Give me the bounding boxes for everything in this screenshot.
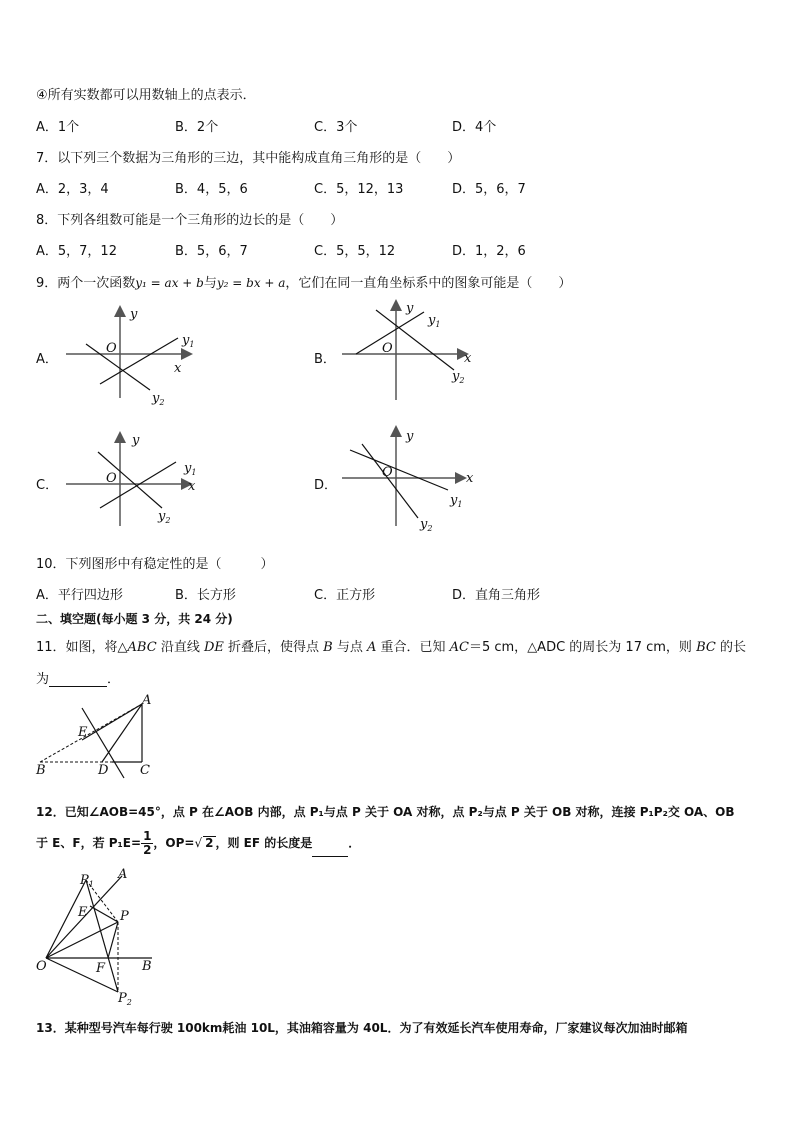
q7-stem: 7．以下列三个数据为三角形的三边，其中能构成直角三角形的是（ ） — [36, 151, 461, 166]
q6-option-d[interactable]: D．4个 — [452, 120, 497, 135]
y-axis-label: y — [132, 433, 140, 448]
y1-label: $y_1$ — [450, 493, 463, 509]
segment-fp — [108, 922, 118, 958]
point-a-label: A — [142, 694, 152, 708]
q9-option-d-label[interactable]: D． — [314, 478, 338, 493]
q9-stem-prefix: 9．两个一次函数 — [36, 276, 136, 291]
q9-graph-a[interactable] — [60, 300, 220, 416]
q9-graph-d[interactable] — [336, 422, 496, 542]
q9-option-c-label[interactable]: C． — [36, 478, 59, 493]
y1-label: $y_1$ — [184, 461, 197, 477]
q12-figure — [30, 866, 160, 1014]
q11-answer-blank[interactable] — [49, 674, 107, 687]
y1-label: $y_1$ — [182, 333, 195, 349]
q7-option-a[interactable]: A．2，3，4 — [36, 182, 109, 197]
q12-line-1: 12．已知∠AOB=45°，点 P 在∠AOB 内部，点 P₁与点 P 关于 OA 对称，点 P₂与点 P 关于 OB 对称，连接 P₁P₂交 OA、OB — [36, 805, 735, 819]
segment-ad — [102, 704, 142, 762]
q9-graph-b[interactable] — [336, 296, 496, 412]
point-d-label: D — [98, 763, 109, 778]
q9-formula-2: y₂ = bx + a — [216, 276, 286, 290]
segment-ep — [90, 906, 118, 922]
q11-line-1: 11．如图，将△ABC 沿直线 DE 折叠后，使得点 B 与点 A 重合．已知 AC＝5 cm，△ADC 的周长为 17 cm，则 BC 的长 — [36, 640, 746, 655]
q6-option-c[interactable]: C．3个 — [314, 120, 358, 135]
x-axis-label: x — [466, 471, 474, 486]
y2-label: $y_2$ — [158, 509, 171, 525]
point-o-label: O — [36, 959, 47, 974]
point-b-label: B — [36, 763, 46, 778]
q9-option-b-label[interactable]: B． — [314, 352, 336, 367]
point-p2-label: $P_2$ — [118, 991, 132, 1007]
q8-option-d[interactable]: D．1，2，6 — [452, 244, 526, 259]
q9-connector: 与 — [203, 276, 217, 291]
segment-op2 — [46, 958, 118, 992]
y-axis-label: y — [406, 429, 414, 444]
q6-option-a[interactable]: A．1个 — [36, 120, 80, 135]
y-axis-label: y — [130, 307, 138, 322]
q7-option-d[interactable]: D．5，6，7 — [452, 182, 526, 197]
x-axis-label: x — [174, 361, 182, 376]
q6-option-b[interactable]: B．2个 — [175, 120, 219, 135]
q9-option-a-label[interactable]: A． — [36, 352, 58, 367]
item4-statement: ④所有实数都可以用数轴上的点表示． — [36, 88, 256, 103]
q10-option-d[interactable]: D．直角三角形 — [452, 588, 541, 603]
origin-label: O — [106, 471, 117, 486]
q8-option-b[interactable]: B．5，6，7 — [175, 244, 248, 259]
y-axis-label: y — [406, 301, 414, 316]
line-y2 — [376, 310, 454, 370]
point-p1-label: $P_1$ — [80, 873, 94, 889]
origin-label: O — [382, 341, 393, 356]
q13-text: 13．某种型号汽车每行驶 100km耗油 10L，其油箱容量为 40L．为了有效延长汽车使用寿命，厂家建议每次加油时邮箱 — [36, 1021, 688, 1035]
line-y2 — [362, 444, 418, 518]
point-a-label: A — [118, 867, 128, 882]
x-axis-label: x — [188, 479, 196, 494]
q10-stem: 10．下列图形中有稳定性的是（ ） — [36, 557, 274, 572]
q8-option-a[interactable]: A．5，7，12 — [36, 244, 117, 259]
y2-label: $y_2$ — [152, 391, 165, 407]
section-heading-fill-blank: 二、填空题(每小题 3 分，共 24 分) — [36, 612, 233, 626]
point-p-label: P — [120, 909, 129, 924]
q10-option-c[interactable]: C．正方形 — [314, 588, 376, 603]
q8-option-c[interactable]: C．5，5，12 — [314, 244, 396, 259]
y2-label: $y_2$ — [452, 369, 465, 385]
q11-line-2: 为 ． — [36, 672, 121, 687]
y2-label: $y_2$ — [420, 517, 433, 533]
line-y2 — [86, 344, 150, 390]
q8-stem: 8．下列各组数可能是一个三角形的边长的是（ ） — [36, 213, 344, 228]
origin-label: O — [382, 465, 393, 480]
q10-option-a[interactable]: A．平行四边形 — [36, 588, 123, 603]
q9-graph-c[interactable] — [60, 426, 220, 542]
x-axis-label: x — [464, 351, 472, 366]
point-b-label: B — [142, 959, 152, 974]
q12-line-2: 于 E、F，若 P₁E= $\frac{1}{2}$ ，OP=√ 2 ，则 EF 的长度是 ． — [36, 829, 361, 857]
q9-stem — [36, 272, 571, 291]
q7-option-b[interactable]: B．4，5，6 — [175, 182, 248, 197]
q11-figure — [30, 694, 160, 784]
q12-answer-blank[interactable] — [312, 844, 348, 857]
q9-stem-suffix: ，它们在同一直角坐标系中的图象可能是（ ） — [285, 276, 572, 291]
line-y1 — [350, 450, 448, 490]
q10-option-b[interactable]: B．长方形 — [175, 588, 236, 603]
point-e-label: E — [78, 905, 88, 920]
y1-label: $y_1$ — [428, 313, 441, 329]
q7-option-c[interactable]: C．5，12，13 — [314, 182, 404, 197]
point-e-label: E — [78, 725, 88, 740]
point-c-label: C — [140, 763, 150, 778]
point-f-label: F — [96, 961, 106, 976]
q9-formula-1: y₁ = ax + b — [135, 276, 204, 290]
origin-label: O — [106, 341, 117, 356]
